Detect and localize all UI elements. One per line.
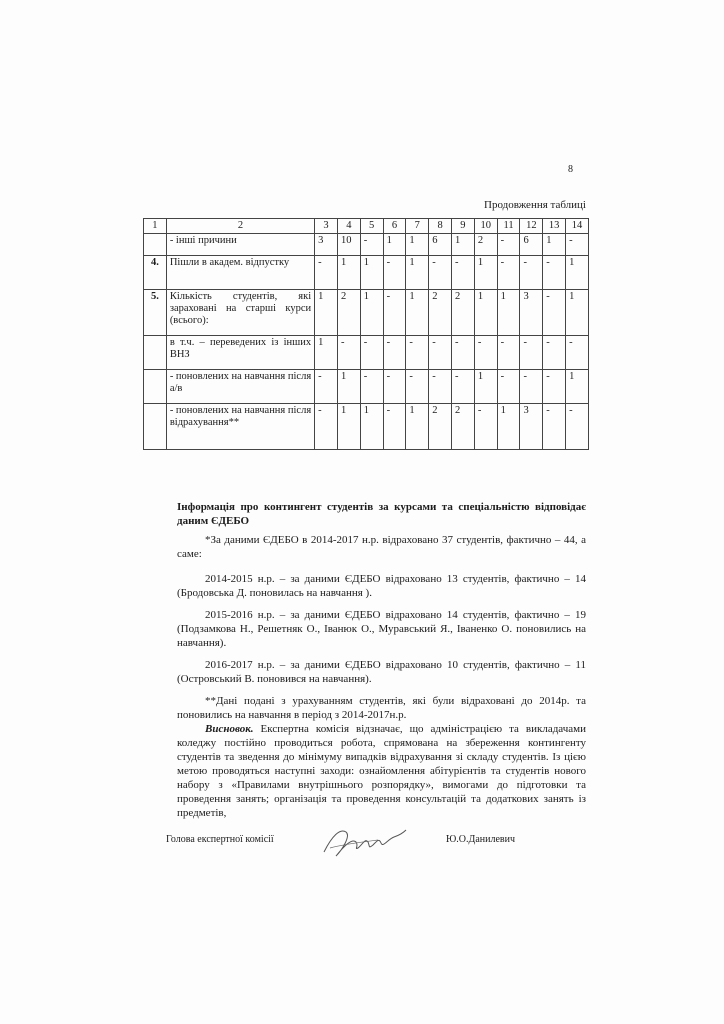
table-cell: - (543, 290, 566, 336)
conclusion-paragraph (177, 722, 586, 820)
table-cell: - (452, 256, 475, 290)
table-cell: - (383, 370, 406, 404)
paragraph-5: **Дані подані з урахуванням студентів, які були відраховані до 2014р. та поновились на навчання в період з 2014-2017н.р. (177, 695, 586, 721)
row-number (144, 404, 167, 450)
statistics-table (143, 218, 589, 450)
table-cell: 1 (406, 256, 429, 290)
table-header-cell: 1 (144, 219, 167, 234)
table-cell: - (452, 336, 475, 370)
table-cell: 1 (474, 290, 497, 336)
table-cell: - (543, 404, 566, 450)
table-cell: 1 (360, 404, 383, 450)
table-cell: 1 (497, 290, 520, 336)
table-cell: - (360, 370, 383, 404)
table-header-cell: 11 (497, 219, 520, 234)
row-label: Кількість студентів, які зараховані на старші курси (всього): (166, 290, 314, 336)
table-cell: - (383, 336, 406, 370)
table-header-cell: 10 (474, 219, 497, 234)
table-header-cell: 7 (406, 219, 429, 234)
table-row (144, 290, 589, 336)
table-cell: 1 (543, 234, 566, 256)
table-cell: - (383, 290, 406, 336)
table-cell: - (383, 256, 406, 290)
signature-title: Голова експертної комісії (166, 834, 274, 845)
table-row (144, 404, 589, 450)
table-cell: 3 (520, 290, 543, 336)
table-header-cell: 6 (383, 219, 406, 234)
table-cell: - (406, 370, 429, 404)
table-header-cell: 4 (337, 219, 360, 234)
table-cell: - (497, 336, 520, 370)
conclusion-text: Експертна комісія відзначає, що адміністрацією та викладачами коледжу постійно проводиться робота, спрямована на збереження контингенту студентів та зведення до мінімуму випадків відрахування зі складу студентів. Із цією метою проводяться наступні заходи: ознайомлення абітурієнтів та студентів нового набору з «Правилами внутрішнього розпорядку», вимогами до підготовки та проведення занять; організація та проведення консультацій та додаткових занять із предметів, (177, 723, 586, 819)
table-cell: 2 (474, 234, 497, 256)
table-cell: 1 (566, 370, 589, 404)
table-cell: - (452, 370, 475, 404)
table-cell: 2 (452, 404, 475, 450)
table-cell: 1 (315, 290, 338, 336)
table-cell: 1 (474, 370, 497, 404)
table-cell: 1 (566, 290, 589, 336)
table-cell: 6 (520, 234, 543, 256)
table-cell: 1 (337, 404, 360, 450)
table-cell: 2 (429, 290, 452, 336)
paragraph-2: 2014-2015 н.р. – за даними ЄДЕБО відраховано 13 студентів, фактично – 14 (Бродовська Д. поновилась на навчання ). (177, 573, 586, 599)
table-header-cell: 14 (566, 219, 589, 234)
table-cell: - (497, 370, 520, 404)
table-header-cell: 9 (452, 219, 475, 234)
table-cell: - (566, 234, 589, 256)
row-label: - поновлених на навчання після відрахування** (166, 404, 314, 450)
table-cell: 1 (497, 404, 520, 450)
section-heading: Інформація про контингент студентів за курсами та спеціальністю відповідає даним ЄДЕБО (177, 501, 586, 527)
table-cell: - (497, 234, 520, 256)
table-cell: - (429, 336, 452, 370)
table-cell: - (520, 256, 543, 290)
paragraph-3: 2015-2016 н.р. – за даними ЄДЕБО відраховано 14 студентів, фактично – 19 (Подзамкова Н., Решетняк О., Іванюк О., Муравський Я., Іваненко О. поновились на навчання). (177, 609, 586, 649)
table-cell: 3 (315, 234, 338, 256)
table-cell: 1 (337, 370, 360, 404)
table-cell: 1 (566, 256, 589, 290)
table-header-cell: 3 (315, 219, 338, 234)
table-cell: - (315, 256, 338, 290)
table-cell: - (315, 404, 338, 450)
row-number (144, 234, 167, 256)
table-cell: 1 (360, 256, 383, 290)
table-cell: - (520, 370, 543, 404)
table-cell: - (543, 336, 566, 370)
table-cell: 10 (337, 234, 360, 256)
table-header-cell: 2 (166, 219, 314, 234)
paragraph-4: 2016-2017 н.р. – за даними ЄДЕБО відраховано 10 студентів, фактично – 11 (Островський В. поновився на навчання). (177, 659, 586, 685)
table-cell: - (474, 336, 497, 370)
table-cell: 2 (337, 290, 360, 336)
table-cell: 1 (406, 234, 429, 256)
table-cell: 6 (429, 234, 452, 256)
handwritten-signature (318, 818, 408, 863)
table-row (144, 370, 589, 404)
table-continuation-label: Продовження таблиці (484, 199, 586, 211)
row-number (144, 336, 167, 370)
table-cell: - (383, 404, 406, 450)
table-header-cell: 5 (360, 219, 383, 234)
table-cell: 1 (337, 256, 360, 290)
table-cell: - (429, 370, 452, 404)
signature-name: Ю.О.Данилевич (446, 834, 515, 845)
table-header-cell: 8 (429, 219, 452, 234)
table-cell: 1 (383, 234, 406, 256)
table-cell: - (315, 370, 338, 404)
row-label: - поновлених на навчання після а/в (166, 370, 314, 404)
table-cell: - (360, 336, 383, 370)
paragraph-1: *За даними ЄДЕБО в 2014-2017 н.р. відраховано 37 студентів, фактично – 44, а саме: (177, 534, 586, 560)
table-cell: 3 (520, 404, 543, 450)
table-cell: - (360, 234, 383, 256)
row-label: в т.ч. – переведених із інших ВНЗ (166, 336, 314, 370)
table-header-cell: 13 (543, 219, 566, 234)
table-cell: 2 (452, 290, 475, 336)
table-cell: - (406, 336, 429, 370)
table-cell: 2 (429, 404, 452, 450)
table-cell: 1 (452, 234, 475, 256)
table-cell: 1 (406, 290, 429, 336)
table-cell: - (497, 256, 520, 290)
table-row (144, 256, 589, 290)
table-cell: 1 (406, 404, 429, 450)
table-cell: 1 (474, 256, 497, 290)
page-number: 8 (568, 164, 573, 175)
row-label: Пішли в академ. відпустку (166, 256, 314, 290)
table-row (144, 336, 589, 370)
table-cell: - (543, 256, 566, 290)
table-header-row (144, 219, 589, 234)
table-cell: - (474, 404, 497, 450)
table-cell: - (520, 336, 543, 370)
row-label: - інші причини (166, 234, 314, 256)
table-header-cell: 12 (520, 219, 543, 234)
row-number: 5. (144, 290, 167, 336)
table-cell: 1 (315, 336, 338, 370)
row-number: 4. (144, 256, 167, 290)
table-cell: - (543, 370, 566, 404)
table-cell: - (429, 256, 452, 290)
table-cell: - (566, 336, 589, 370)
table-cell: - (337, 336, 360, 370)
row-number (144, 370, 167, 404)
table-cell: - (566, 404, 589, 450)
table-row (144, 234, 589, 256)
table-cell: 1 (360, 290, 383, 336)
conclusion-label: Висновок. (205, 723, 254, 735)
